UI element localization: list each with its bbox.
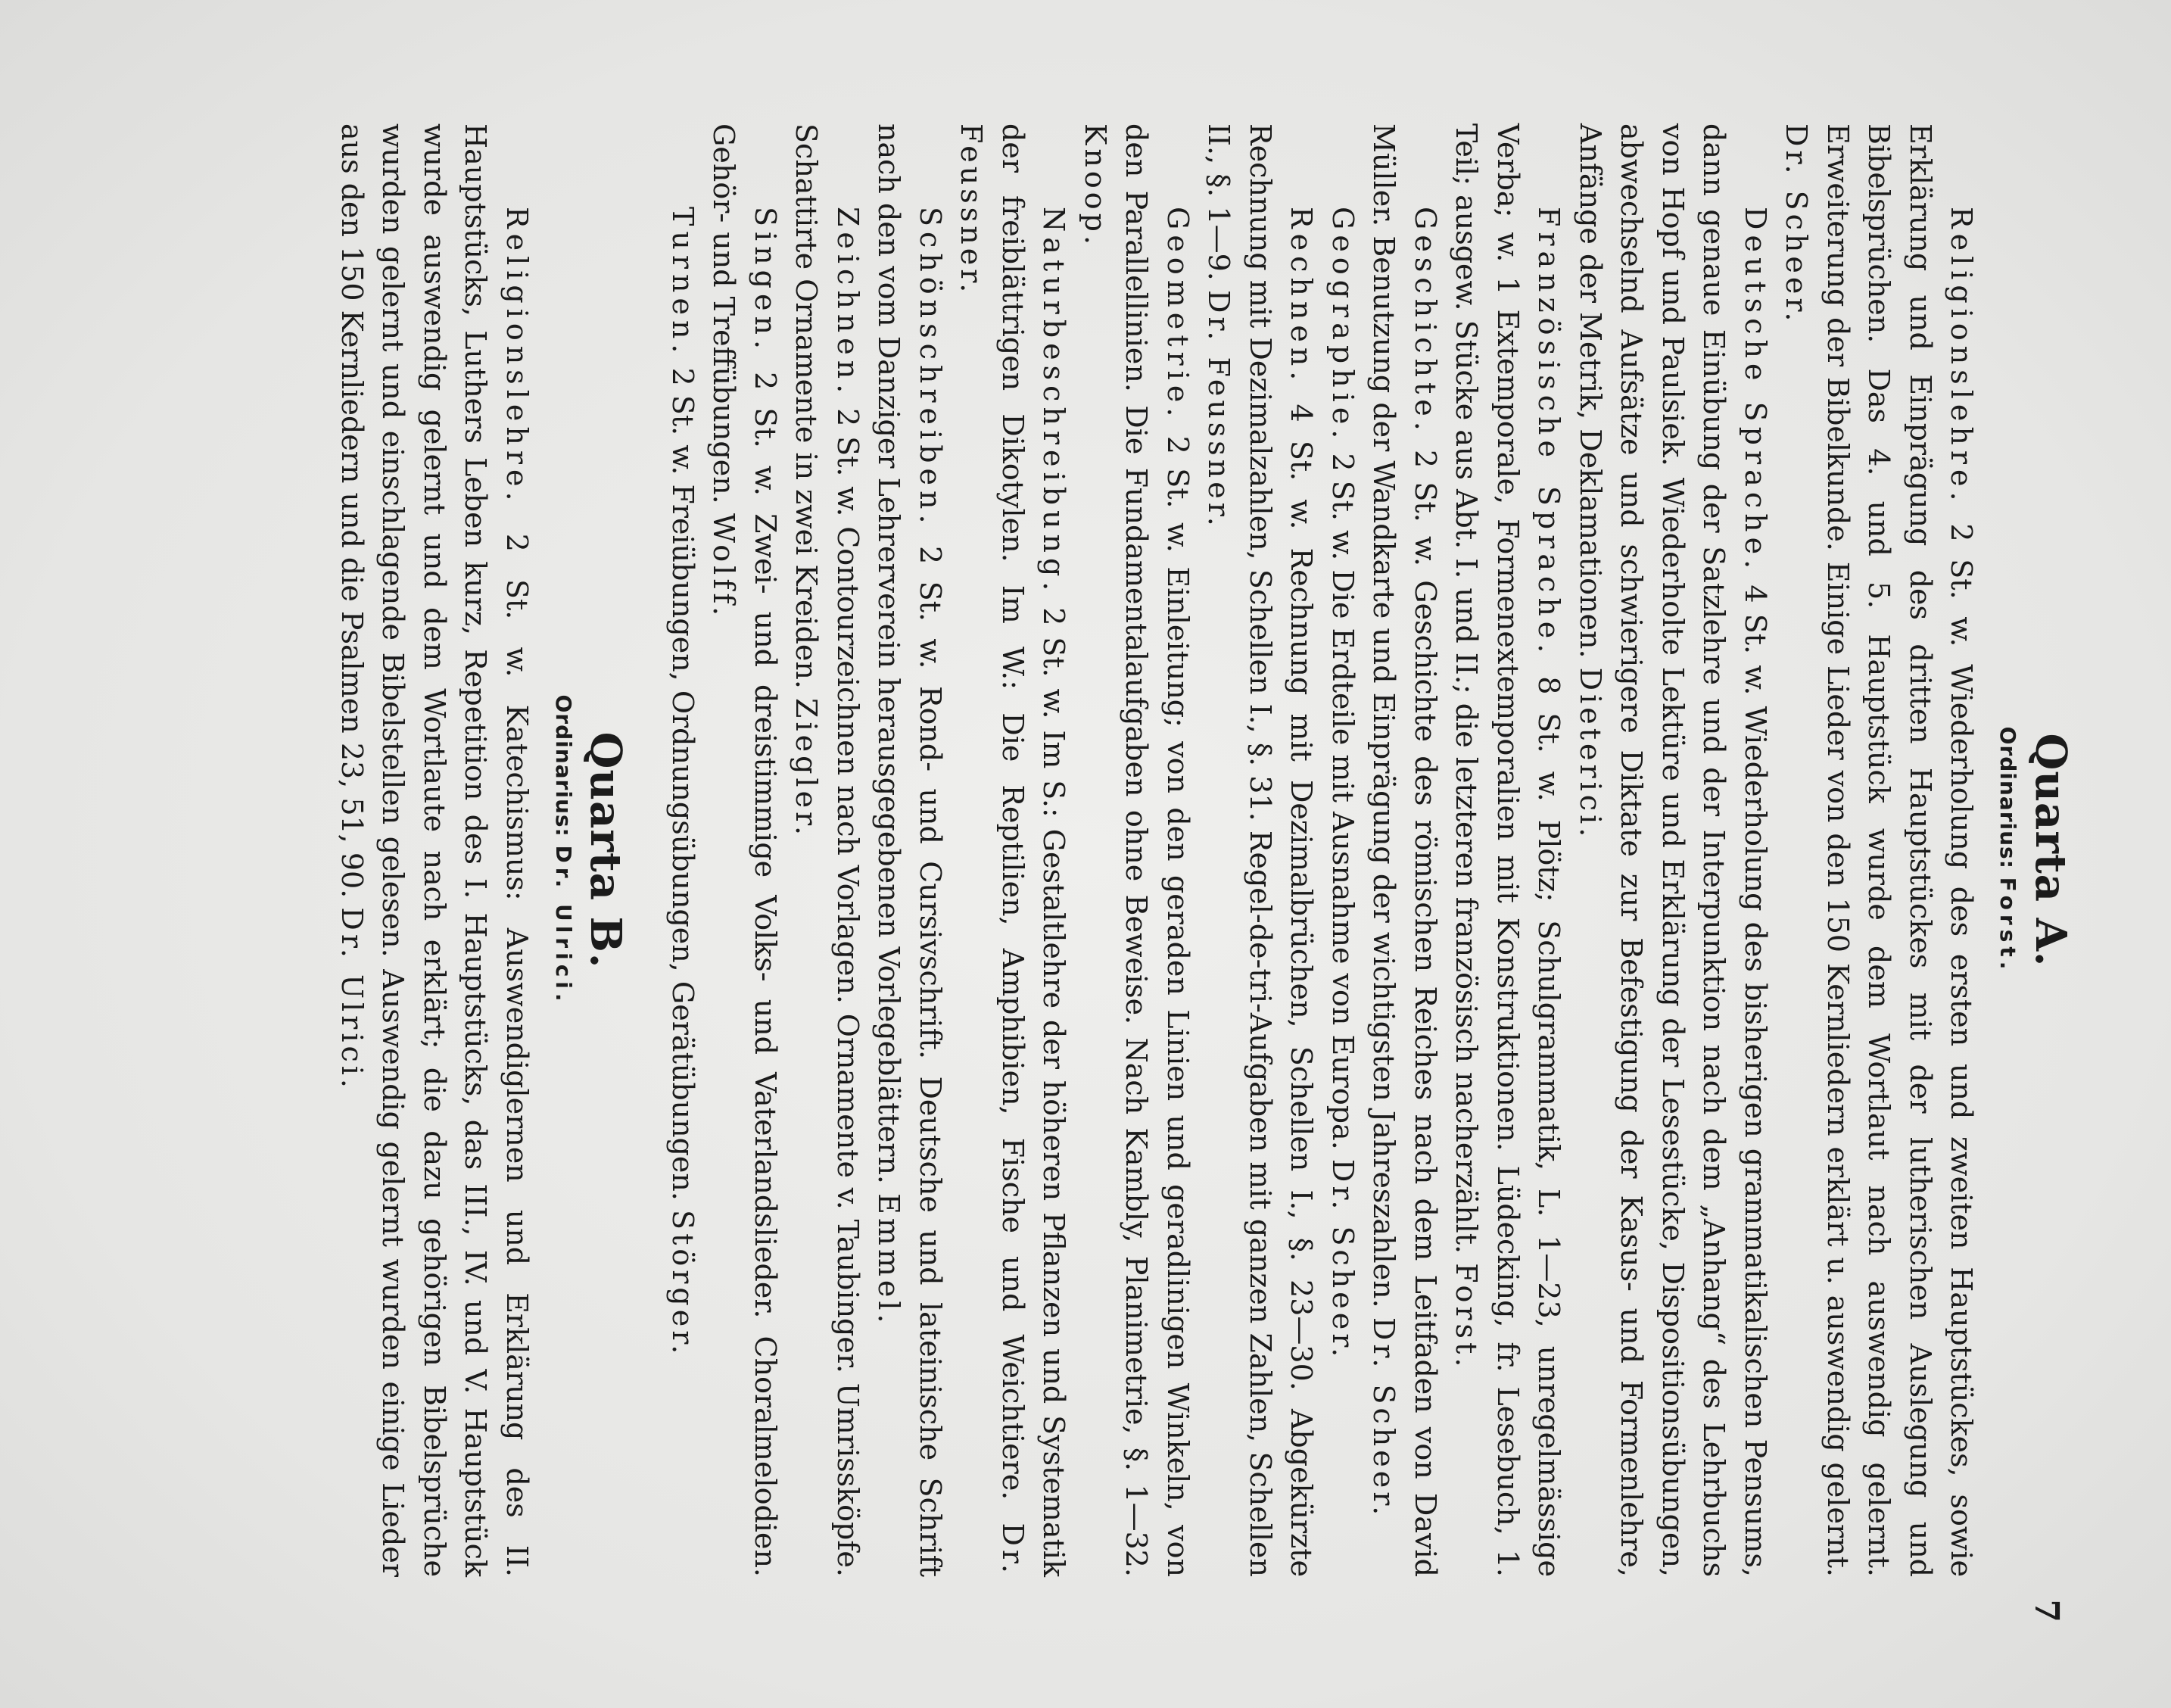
entry-naturbeschreibung <box>951 123 1075 1577</box>
section-quarta-a <box>662 123 2076 1577</box>
entry-text: 2 St. w. Katechismus: Auswendiglernen und Erklärung des II. Hauptstücks, Luthers Leben kurz, Repetition des I. Hauptstücks, das III., IV. und V. Hauptstück wurde auswendig gelernt und dem Wortlaute nach erklärt; die dazu gehörigen Bibelsprüche wurden gelernt und einschlagende Bibelstellen gelesen. Auswendig gelernt wurden einige Lieder aus den 150 Kernliedern und die Psalmen 23, 51, 90. <box>335 123 534 1577</box>
ordinarius-name: Forst. <box>1995 877 2021 974</box>
subject: Geometrie. <box>1160 207 1195 422</box>
entry-text: 2 St. w. Freiübungen, Ordnungsübungen, Gerätübungen. <box>665 358 699 1211</box>
entry-singen <box>703 123 786 1577</box>
teacher: Dr. Scheer. <box>1325 1158 1360 1361</box>
entry-geschichte <box>1363 123 1446 1577</box>
entry-rechnen <box>1198 123 1322 1577</box>
teacher: Dr. Scheer. <box>1780 123 1814 326</box>
entry-schoenschreiben <box>868 123 951 1577</box>
entry-franzoesische-sprache <box>1446 123 1570 1577</box>
page-content <box>331 123 2076 1577</box>
subject: Religionslehre. <box>1945 207 1979 506</box>
entry-text: 2 St. w. Rond- und Cursivschrift. Deutsche und lateinische Schrift nach den vom Danziger Lehrerverein herausgegebenen Vorlegeblättern. <box>872 123 947 1577</box>
entry-deutsche-sprache <box>1569 123 1776 1577</box>
teacher: Störger. <box>665 1210 699 1358</box>
entry-religionslehre <box>331 123 537 1577</box>
subject: Turnen. <box>665 207 699 359</box>
section-title: Quarta A. <box>2026 733 2076 968</box>
subject: Geographie. <box>1325 207 1360 444</box>
entry-text: 2 St. w. Zwei- und dreistimmige Volks- und Vaterlandslieder. Choralmelodien. Gehör- und Treffübungen. <box>707 123 782 1577</box>
teacher: Dieterici. <box>1573 667 1607 841</box>
entry-text: 2 St. w. Die Erdteile mit Ausnahme von Europa. <box>1325 444 1360 1159</box>
teacher: Ziegler. <box>790 698 824 840</box>
entry-text: 2 St. w. Contourzeichnen nach Vorlagen. Ornamente v. Taubinger. Umrissköpfe. Schattirte Ornamente in zwei Kreiden. <box>790 123 864 1577</box>
ordinarius-line <box>551 123 576 1577</box>
entry-text: 2 St. w. Einleitung; von den geraden Linien und geradlinigen Winkeln, von den Parallellinien. Die Fundamentalaufgaben ohne Beweise. Nach Kambly, Planimetrie, §. 1—32. <box>1120 123 1195 1577</box>
page-number: 7 <box>2027 1599 2066 1622</box>
teacher: Wolff. <box>707 513 741 620</box>
ordinarius-name: Dr. Ulrici. <box>550 845 576 1006</box>
ordinarius-label: Ordinarius: <box>1995 726 2021 869</box>
entry-text: 4 St. w. Rechnung mit Dezimalbrüchen, Schellen I., §. 23—30. Abgekürzte Rechnung mit Dezimalzahlen, Schellen I., §. 31. Regel-de-tri-Aufgaben mit ganzen Zahlen, Schellen II., §. 1—9. <box>1202 123 1319 1577</box>
subject: Religionslehre. <box>500 207 534 506</box>
teacher: Knoop. <box>1078 123 1112 249</box>
subject: Rechnen. <box>1285 207 1319 386</box>
entry-text: 2 St. w. Im S.: Gestaltlehre der höheren Pflanzen und Systematik der freiblättrigen Dikotylen. Im W.: Die Reptilien, Amphibien, Fische und Weichtiere. <box>995 123 1071 1577</box>
entry-religionslehre <box>1776 123 1983 1577</box>
subject: Singen. <box>748 207 782 355</box>
ordinarius-line <box>1995 123 2020 1577</box>
entry-text: 2 St. w. Geschichte des römischen Reiches nach dem Leitfaden von David Müller. Benutzung der Wandkarte und Einprägung der wichtigsten Jahreszahlen. <box>1367 123 1442 1577</box>
entry-text: 8 St. w. Plötz; Schulgrammatik, L. 1—23, unregelmässige Verba; w. 1 Extemporale, Formenextemporalien mit Konstruktionen. Lüdecking, fr. Lesebuch, 1. Teil; ausgew. Stücke aus Abt. I. und II.; die letzteren französisch nacherzählt. <box>1450 123 1566 1577</box>
subject: Naturbeschreibung. <box>1037 207 1071 597</box>
entry-geometrie <box>1074 123 1198 1577</box>
entry-geographie <box>1322 123 1363 1577</box>
rotated-page <box>83 55 2088 1653</box>
teacher: Dr. Ulrici. <box>335 907 369 1092</box>
subject: Zeichnen. <box>830 207 864 399</box>
subject: Geschichte. <box>1408 207 1442 436</box>
teacher: Dr. Feussner. <box>1202 289 1236 530</box>
teacher: Emmel. <box>872 1193 906 1327</box>
entry-text: 2 St. w. Wiederholung des ersten und zweiten Hauptstückes, sowie Erklärung und Einprägung des dritten Hauptstückes mit der lutherischen Auslegung und Bibelsprüchen. Das 4. und 5. Hauptstück wurde dem Wortlaut nach auswendig gelernt. Erweiterung der Bibelkunde. Einige Lieder von den 150 Kernliedern erklärt u. auswendig gelernt. <box>1821 123 1979 1577</box>
teacher: Forst. <box>1450 1263 1484 1371</box>
section-quarta-b <box>331 123 631 1577</box>
section-title: Quarta B. <box>581 731 631 969</box>
entry-zeichnen <box>786 123 868 1577</box>
subject: Schönschreiben. <box>913 207 947 529</box>
subject: Deutsche Sprache. <box>1738 207 1772 575</box>
teacher: Dr. Scheer. <box>1367 1317 1401 1519</box>
teacher: Dr. Feussner. <box>955 123 1029 1577</box>
subject: Französische Sprache. <box>1532 207 1566 659</box>
entry-text: 4 St. w. Wiederholung des bisherigen grammatikalischen Pensums, dann genaue Einübung der Satzlehre und der Interpunktion nach dem „Anhang“ des Lehrbuchs von Hopf und Paulsiek. Wiederholte Lektüre und Erklärung der Lesestücke, Dispositionsübungen, abwechselnd Aufsätze und schwierigere Diktate zur Befestigung der Kasus- und Formenlehre, Anfänge der Metrik, Deklamationen. <box>1573 123 1772 1577</box>
entry-turnen <box>662 123 703 1577</box>
ordinarius-label: Ordinarius: <box>550 694 576 837</box>
